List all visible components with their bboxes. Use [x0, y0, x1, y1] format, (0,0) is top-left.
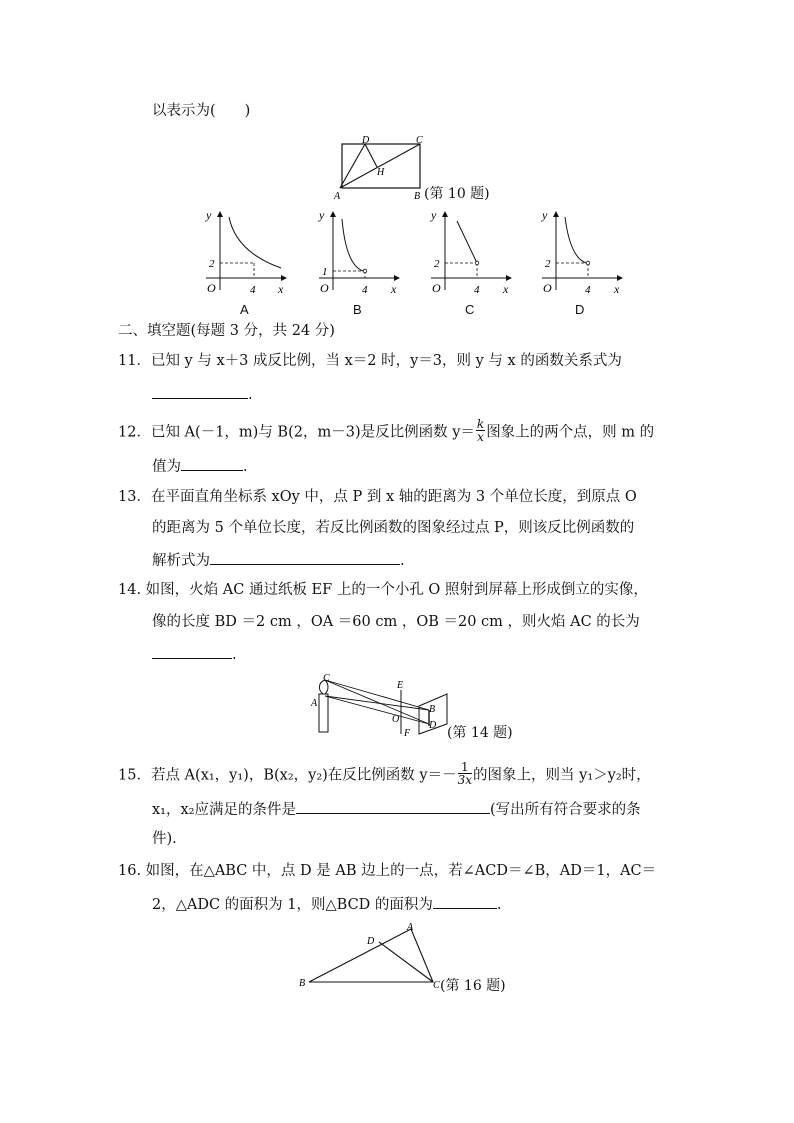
option-label-d: D [575, 302, 585, 317]
q16-line2: 2，△ADC 的面积为 1，则△BCD 的面积为 . [152, 894, 502, 915]
q10-pt-A: A [334, 191, 341, 202]
q14-caption: (第 14 题) [447, 725, 513, 741]
q11-line1: 11．已知 y 与 x＋3 成反比例，当 x＝2 时，y＝3，则 y 与 x 的函数关系式为 [118, 353, 622, 369]
q14-line2: 像的长度 BD ＝2 cm ，OA ＝60 cm ，OB ＝20 cm ，则火焰 AC 的长为 [152, 614, 640, 630]
graph-d-tick-x: 4 [585, 284, 591, 296]
q10-pt-C: C [416, 135, 423, 146]
q14-pt-D: D [429, 720, 437, 731]
option-label-a: A [240, 302, 249, 317]
graph-a [205, 208, 286, 296]
q16-pt-D: D [367, 936, 375, 947]
graph-b-y: y [319, 208, 325, 222]
graph-b-origin: O [320, 281, 329, 295]
q14-pt-A: A [311, 698, 318, 709]
graph-c-x: x [503, 282, 509, 296]
graph-a-x: x [278, 282, 284, 296]
q13-answer-blank[interactable] [210, 550, 400, 565]
q12-line2: 值为 . [152, 456, 248, 477]
graph-a-y: y [206, 208, 212, 222]
q10-option-graphs [0, 0, 794, 330]
q16-pt-C: C [433, 980, 440, 991]
q13-line3: 解析式为 . [152, 550, 405, 571]
q16-caption: (第 16 题) [440, 978, 506, 994]
q16-answer-blank[interactable] [433, 894, 497, 909]
q14-pt-O: O [392, 714, 400, 725]
graph-c-tick-x: 4 [474, 284, 480, 296]
q15-fraction: $\frac{1}{3x}$ [457, 760, 473, 787]
section-heading: 二、填空题(每题 3 分，共 24 分) [118, 323, 335, 339]
q14-line3: . [152, 644, 237, 665]
q13-line2: 的距离为 5 个单位长度，若反比例函数的图象经过点 P，则该反比例函数的 [152, 520, 635, 536]
graph-d-y: y [542, 208, 548, 222]
graph-d-tick-y: 2 [545, 258, 551, 270]
q12-line1: 12．已知 A(－1，m)与 B(2，m－3)是反比例函数 y＝ $\frac{k}{x}$ 图象上的两个点，则 m 的 [118, 417, 655, 444]
graph-b-tick-x: 4 [362, 284, 368, 296]
q15-answer-blank[interactable] [296, 799, 490, 814]
q10-pt-H: H [377, 167, 385, 178]
q10-tail: 以表示为( ) [152, 103, 251, 119]
q14-pt-B: B [429, 704, 436, 715]
q14-answer-blank[interactable] [152, 644, 232, 659]
graph-b-x: x [391, 282, 397, 296]
graph-c [430, 208, 511, 296]
q14-pt-F: F [404, 728, 411, 739]
q10-pt-D: D [362, 135, 370, 146]
graph-b [318, 208, 399, 296]
q10-pt-B: B [414, 191, 421, 202]
graph-c-tick-y: 2 [434, 258, 440, 270]
graph-d-x: x [614, 282, 620, 296]
q16-line1: 16. 如图，在△ABC 中，点 D 是 AB 边上的一点，若∠ACD＝∠B，AD＝1，AC＝ [118, 863, 657, 879]
q11-answer-blank[interactable] [152, 384, 248, 399]
graph-d-origin: O [543, 281, 552, 295]
q14-figure [305, 672, 455, 747]
graph-d [541, 208, 622, 296]
graph-a-tick-x: 4 [250, 284, 256, 296]
graph-c-y: y [431, 208, 437, 222]
q15-line2: x₁，x₂应满足的条件是 (写出所有符合要求的条 [152, 799, 641, 820]
q15-line3: 件). [152, 831, 177, 847]
q16-pt-A: A [407, 922, 414, 933]
option-label-c: C [465, 302, 475, 317]
graph-a-tick-y: 2 [209, 258, 215, 270]
q16-figure [295, 922, 445, 992]
q16-pt-B: B [299, 978, 306, 989]
q15-line1: 15．若点 A(x₁，y₁)，B(x₂，y₂)在反比例函数 y＝－ $\frac{1}{3x}$ 的图象上，则当 y₁＞y₂时， [118, 760, 651, 787]
graph-c-origin: O [432, 281, 441, 295]
q13-line1: 13．在平面直角坐标系 xOy 中，点 P 到 x 轴的距离为 3 个单位长度，到原点 O [118, 489, 637, 505]
graph-b-tick-y: 1 [322, 266, 328, 278]
q14-pt-E: E [397, 680, 404, 691]
q11-line2: . [152, 384, 253, 405]
q10-caption: (第 10 题) [424, 186, 490, 202]
graph-a-origin: O [207, 281, 216, 295]
q14-pt-C: C [323, 673, 330, 684]
q12-fraction: $\frac{k}{x}$ [476, 417, 485, 444]
option-label-b: B [353, 302, 362, 317]
q12-answer-blank[interactable] [181, 456, 243, 471]
q14-line1: 14. 如图，火焰 AC 通过纸板 EF 上的一个小孔 O 照射到屏幕上形成倒立的实像， [118, 582, 648, 598]
